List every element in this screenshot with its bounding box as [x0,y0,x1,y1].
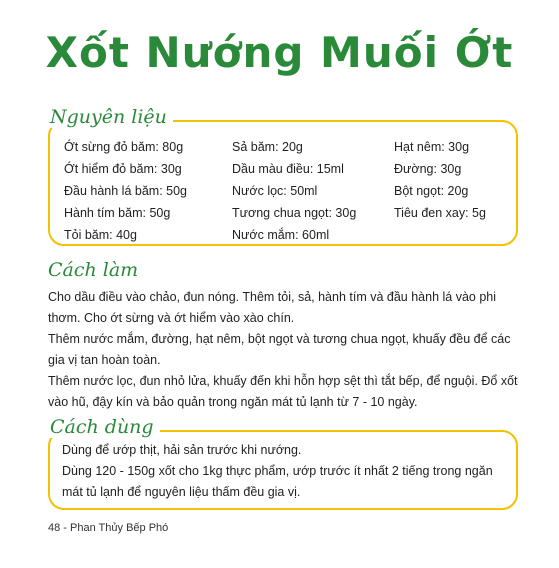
ingredient-item: Tiêu đen xay: 5g [394,206,486,220]
ingredient-item: Hạt nêm: 30g [394,140,470,154]
ingredient-item: Tỏi băm: 40g [64,228,137,242]
usage-text [62,440,512,503]
usage-paragraph: Dùng 120 - 150g xốt cho 1kg thực phẩm, ướp trước ít nhất 2 tiếng trong ngăn mát tủ lạnh để nguyên liệu thấm đều gia vị. [62,464,493,499]
ingredient-item: Tương chua ngọt: 30g [232,206,357,220]
ingredients-heading: Nguyên liệu [50,106,173,128]
method-paragraph: Thêm nước lọc, đun nhỏ lửa, khuấy đến khi hỗn hợp sệt thì tắt bếp, để nguội. Đổ xốt vào hũ, đậy kín và bảo quản trong ngăn mát tủ lạnh từ 7 - 10 ngày. [48,374,518,409]
page-footer: 48 - Phan Thủy Bếp Phó [48,522,169,534]
recipe-title: Xốt Nướng Muối Ớt [45,28,514,77]
ingredient-item: Ớt hiểm đỏ băm: 30g [64,162,182,176]
method-text [48,287,518,413]
method-paragraph: Thêm nước mắm, đường, hạt nêm, bột ngọt và tương chua ngọt, khuấy đều để các gia vị tan hoàn toàn. [48,332,511,367]
usage-paragraph: Dùng để ướp thịt, hải sản trước khi nướng. [62,443,302,457]
ingredient-item: Dầu màu điều: 15ml [232,162,344,176]
ingredient-item: Bột ngọt: 20g [394,184,469,198]
ingredient-item: Nước lọc: 50ml [232,184,318,198]
ingredient-item: Nước mắm: 60ml [232,228,330,242]
ingredient-item: Hành tím băm: 50g [64,206,171,220]
ingredient-item: Ớt sừng đỏ băm: 80g [64,140,184,154]
ingredient-item: Đầu hành lá băm: 50g [64,184,188,198]
usage-heading: Cách dùng [50,416,160,438]
ingredient-item: Đường: 30g [394,162,462,176]
ingredient-item: Sả băm: 20g [232,140,303,154]
method-paragraph: Cho dầu điều vào chảo, đun nóng. Thêm tỏi, sả, hành tím và đầu hành lá vào phi thơm. Cho ớt sừng và ớt hiểm vào xào chín. [48,290,496,325]
method-heading: Cách làm [48,259,144,281]
